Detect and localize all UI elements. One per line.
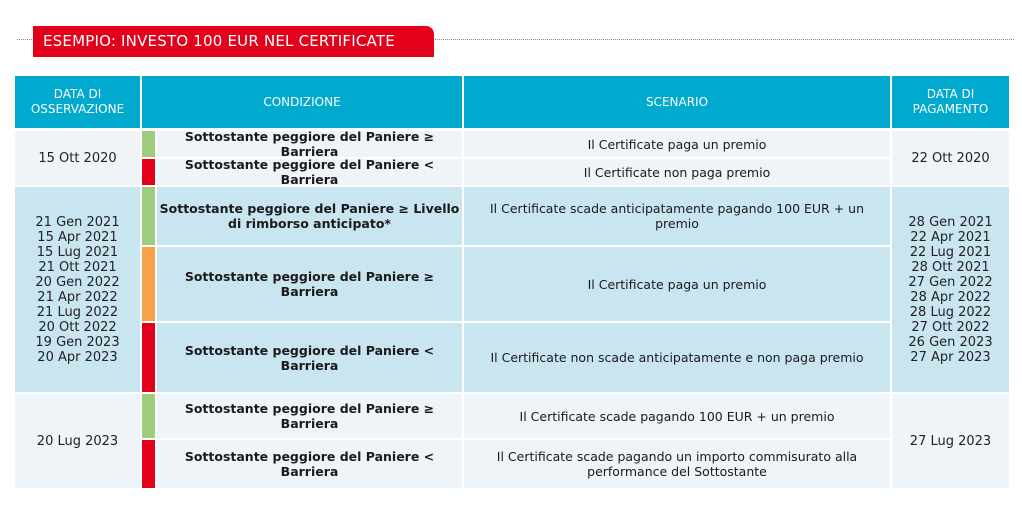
indicator-green — [142, 187, 155, 245]
scenario-cell: Il Certificate paga un premio — [464, 247, 890, 321]
example-banner: ESEMPIO: INVESTO 100 EUR NEL CERTIFICATE — [33, 26, 434, 57]
scenario-cell: Il Certificate scade anticipatamente pagando 100 EUR + un premio — [464, 187, 890, 245]
condition-cell: Sottostante peggiore del Paniere ≥ Barriera — [157, 394, 462, 438]
scenario-cell: Il Certificate non paga premio — [464, 159, 890, 185]
observation-date: 15 Ott 2020 — [15, 131, 140, 185]
observation-date: 20 Lug 2023 — [15, 394, 140, 488]
condition-cell: Sottostante peggiore del Paniere ≥ Barriera — [157, 131, 462, 157]
header-observation-date: DATA DI OSSERVAZIONE — [15, 76, 140, 128]
table-header — [15, 76, 1009, 128]
indicator-green — [142, 394, 155, 438]
indicator-red — [142, 440, 155, 488]
scenario-cell: Il Certificate scade pagando 100 EUR + un premio — [464, 394, 890, 438]
payment-date: 27 Lug 2023 — [892, 394, 1009, 488]
indicator-red — [142, 159, 155, 185]
payment-date: 22 Ott 2020 — [892, 131, 1009, 185]
header-scenario: SCENARIO — [464, 76, 890, 128]
scenario-cell: Il Certificate paga un premio — [464, 131, 890, 157]
payment-dates: 28 Gen 2021 22 Apr 2021 22 Lug 2021 28 Ott 2021 27 Gen 2022 28 Apr 2022 28 Lug 2022 27 Ott 2022 26 Gen 2023 27 Apr 2023 — [892, 187, 1009, 392]
indicator-red — [142, 323, 155, 392]
condition-cell: Sottostante peggiore del Paniere ≥ Livello di rimborso anticipato* — [157, 187, 462, 245]
header-payment-date: DATA DI PAGAMENTO — [892, 76, 1009, 128]
indicator-orange — [142, 247, 155, 321]
header-condition: CONDIZIONE — [142, 76, 462, 128]
condition-cell: Sottostante peggiore del Paniere < Barriera — [157, 159, 462, 185]
observation-dates: 21 Gen 2021 15 Apr 2021 15 Lug 2021 21 Ott 2021 20 Gen 2022 21 Apr 2022 21 Lug 2022 20 Ott 2022 19 Gen 2023 20 Apr 2023 — [15, 187, 140, 392]
condition-cell: Sottostante peggiore del Paniere ≥ Barriera — [157, 247, 462, 321]
scenario-cell: Il Certificate scade pagando un importo commisurato alla performance del Sottostante — [464, 440, 890, 488]
condition-cell: Sottostante peggiore del Paniere < Barriera — [157, 323, 462, 392]
condition-cell: Sottostante peggiore del Paniere < Barriera — [157, 440, 462, 488]
scenario-cell: Il Certificate non scade anticipatamente e non paga premio — [464, 323, 890, 392]
indicator-green — [142, 131, 155, 157]
